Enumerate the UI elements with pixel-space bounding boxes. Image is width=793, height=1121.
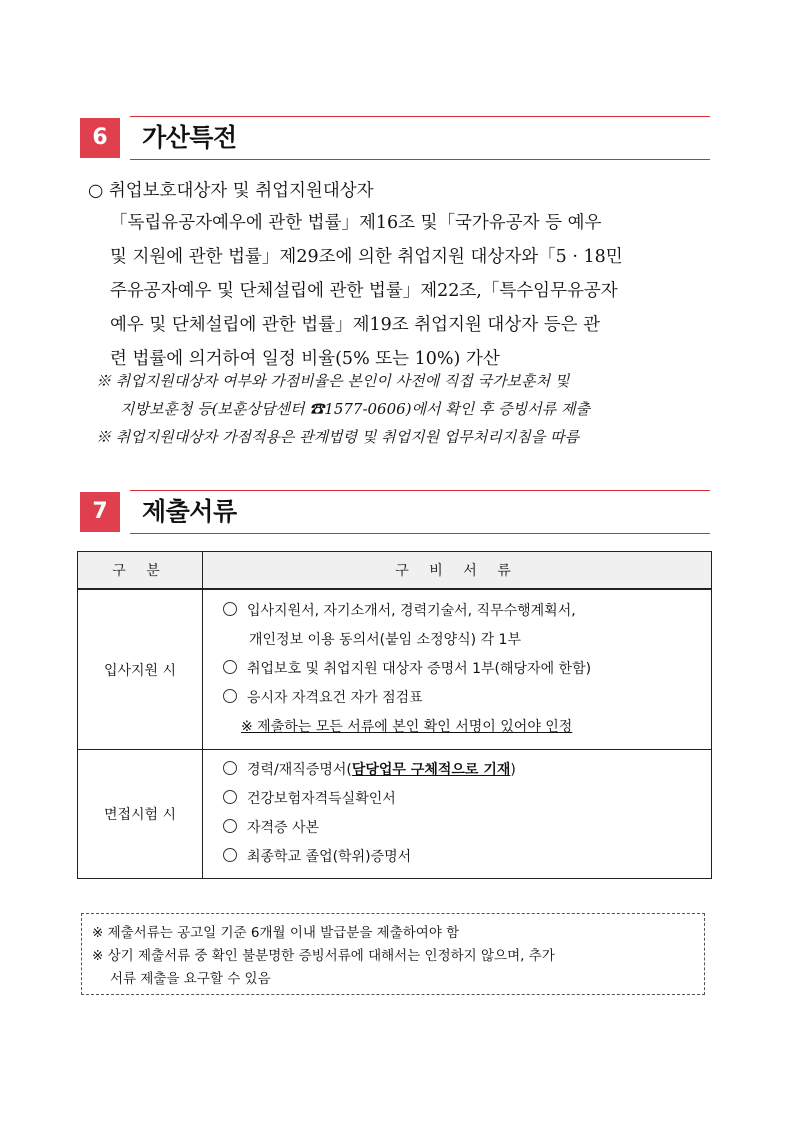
body-line: 및 지원에 관한 법률」제29조에 의한 취업지원 대상자와「5 · 18민 <box>110 247 623 267</box>
body-line: 련 법률에 의거하여 일정 비율(5% 또는 10%) 가산 <box>110 349 500 369</box>
table-header-row <box>78 552 712 590</box>
notice-line: ※ 상기 제출서류 중 확인 불분명한 증빙서류에 대해서는 인정하지 않으며, 추가 <box>92 948 555 964</box>
section-6-heading: ○ 취업보호대상자 및 취업지원대상자 <box>88 181 374 201</box>
section-title: 가산특전 <box>142 123 237 152</box>
notice-line: ※ 제출서류는 공고일 기준 6개월 이내 발급분을 제출하여야 함 <box>92 925 460 941</box>
circle-bullet-icon <box>223 602 237 616</box>
divider-bottom <box>130 159 710 160</box>
table-note: ※ 제출하는 모든 서류에 본인 확인 서명이 있어야 인정 <box>241 719 573 735</box>
body-line: 예우 및 단체설립에 관한 법률」제19조 취업지원 대상자 등은 관 <box>110 315 600 335</box>
item-text: 입사지원서, 자기소개서, 경력기술서, 직무수행계획서, <box>247 603 576 619</box>
item-text: 응시자 자격요건 자가 점검표 <box>247 690 423 706</box>
list-item <box>223 785 711 814</box>
list-item-continuation: 개인정보 이용 동의서(붙임 소정양식) 각 1부 <box>249 632 521 648</box>
row-content <box>203 589 712 750</box>
section-6-header <box>80 116 710 160</box>
body-line: 「독립유공자예우에 관한 법률」제16조 및「국가유공자 등 예우 <box>110 213 602 233</box>
list-item <box>223 843 711 872</box>
table-header: 구 비 서 류 <box>203 552 712 590</box>
section-6-body <box>110 206 718 376</box>
row-label: 면접시험 시 <box>78 750 203 879</box>
section-number: 7 <box>80 492 120 532</box>
circle-bullet-icon <box>223 790 237 804</box>
list-item <box>223 814 711 843</box>
row-label: 입사지원 시 <box>78 589 203 750</box>
divider-top <box>130 116 710 117</box>
circle-bullet-icon <box>223 689 237 703</box>
item-text: 자격증 사본 <box>247 820 320 836</box>
circle-bullet-icon <box>223 819 237 833</box>
section-7-header <box>80 490 710 534</box>
notice-box <box>81 913 705 995</box>
list-item <box>223 597 711 626</box>
item-text: 경력/재직증명서( <box>247 762 352 778</box>
list-item <box>223 684 711 713</box>
table-header: 구 분 <box>78 552 203 590</box>
circle-bullet-icon <box>223 761 237 775</box>
table-row <box>78 589 712 750</box>
note-line: 지방보훈청 등(보훈상담센터 ☎1577-0606)에서 확인 후 증빙서류 제출 <box>120 400 591 418</box>
divider-bottom <box>130 533 710 534</box>
section-title: 제출서류 <box>142 497 237 526</box>
circle-bullet-icon <box>223 660 237 674</box>
item-text: 취업보호 및 취업지원 대상자 증명서 1부(해당자에 한함) <box>247 661 592 677</box>
row-content <box>203 750 712 879</box>
divider-top <box>130 490 710 491</box>
circle-bullet-icon <box>223 848 237 862</box>
item-text: ) <box>510 762 516 778</box>
item-text: 건강보험자격득실확인서 <box>247 791 396 807</box>
list-item <box>223 655 711 684</box>
note-line: ※ 취업지원대상자 가점적용은 관계법령 및 취업지원 업무처리지침을 따름 <box>96 428 580 446</box>
item-text: 최종학교 졸업(학위)증명서 <box>247 849 412 865</box>
body-line: 주유공자예우 및 단체설립에 관한 법률」제22조,「특수임무유공자 <box>110 281 618 301</box>
section-number: 6 <box>80 118 120 158</box>
notice-line: 서류 제출을 요구할 수 있음 <box>110 971 271 987</box>
list-item <box>223 756 711 785</box>
documents-table <box>77 551 712 879</box>
table-row <box>78 750 712 879</box>
note-line: ※ 취업지원대상자 여부와 가점비율은 본인이 사전에 직접 국가보훈처 및 <box>96 372 570 390</box>
emphasis-text: 담당업무 구체적으로 기재 <box>351 762 511 778</box>
